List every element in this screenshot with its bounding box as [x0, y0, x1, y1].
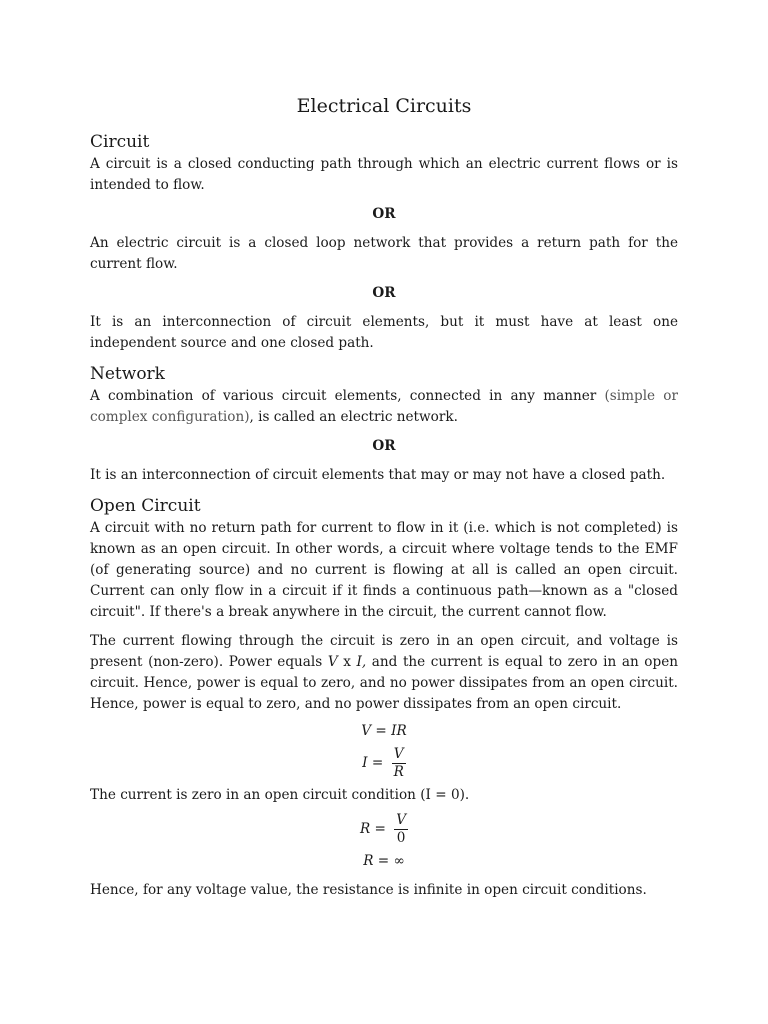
network-definition-2: It is an interconnection of circuit elements that may or may not have a closed path. — [90, 467, 666, 483]
fraction-numerator: V — [393, 746, 404, 762]
open-circuit-paragraph-2 — [90, 631, 678, 715]
p2-symbol-i: I, — [356, 654, 367, 670]
equation-current — [90, 746, 678, 781]
p2-symbol-v: V — [327, 654, 338, 670]
or-separator: OR — [372, 438, 396, 454]
network-text-start: A combination of various circuit elements, connected in any manner — [90, 388, 605, 404]
p2-text-b: and the current is equal to zero in an open circuit. Hence, power is equal to zero, and no power dissipates from an open circuit. Hence, power is equal to zero, and no power dissipates from an open circuit. — [90, 654, 678, 712]
fraction-v-over-zero — [394, 812, 408, 847]
fraction-denominator: 0 — [396, 830, 406, 846]
open-circuit-paragraph-1: A circuit with no return path for current to flow in it (i.e. which is not completed) is known as an open circuit. In other words, a circuit where voltage tends to the EMF (of generating source) and no current is flowing at all is called an open circuit. Current can only flow in a circuit if it finds a continuous path—known as a "closed circuit". If there's a break anywhere in the circuit, the current cannot flow. — [90, 520, 678, 620]
heading-network: Network — [90, 364, 165, 384]
fraction-v-over-r — [392, 746, 406, 781]
heading-open-circuit: Open Circuit — [90, 496, 201, 516]
fraction-numerator: V — [396, 812, 407, 828]
equation-resistance — [90, 812, 678, 847]
open-circuit-conclusion: Hence, for any voltage value, the resistance is infinite in open circuit conditions. — [90, 882, 647, 898]
fraction-denominator: R — [393, 764, 404, 780]
network-text-highlight: (simple or complex configuration) — [90, 388, 678, 425]
circuit-definition-3: It is an interconnection of circuit elements, but it must have at least one independent source and one closed path. — [90, 314, 678, 351]
p2-text-x: x — [337, 654, 357, 670]
p2-text-a: The current flowing through the circuit is zero in an open circuit, and voltage is present (non-zero). Power equals — [90, 633, 678, 670]
open-circuit-paragraph-3: The current is zero in an open circuit condition (I = 0). — [90, 787, 470, 803]
document-title: Electrical Circuits — [296, 95, 472, 117]
circuit-definition-2: An electric circuit is a closed loop network that provides a return path for the current flow. — [90, 235, 678, 272]
or-separator: OR — [372, 206, 396, 222]
heading-circuit: Circuit — [90, 132, 150, 152]
network-definition-1 — [90, 386, 678, 428]
circuit-definition-1: A circuit is a closed conducting path through which an electric current flows or is intended to flow. — [90, 156, 678, 193]
eq3-lhs: R = — [359, 821, 386, 837]
equation-ohms-law: V = IR — [361, 723, 407, 739]
network-text-end: , is called an electric network. — [249, 409, 458, 425]
or-separator: OR — [372, 285, 396, 301]
eq2-lhs: I = — [362, 755, 384, 771]
equation-infinite-resistance: R = ∞ — [363, 853, 405, 869]
